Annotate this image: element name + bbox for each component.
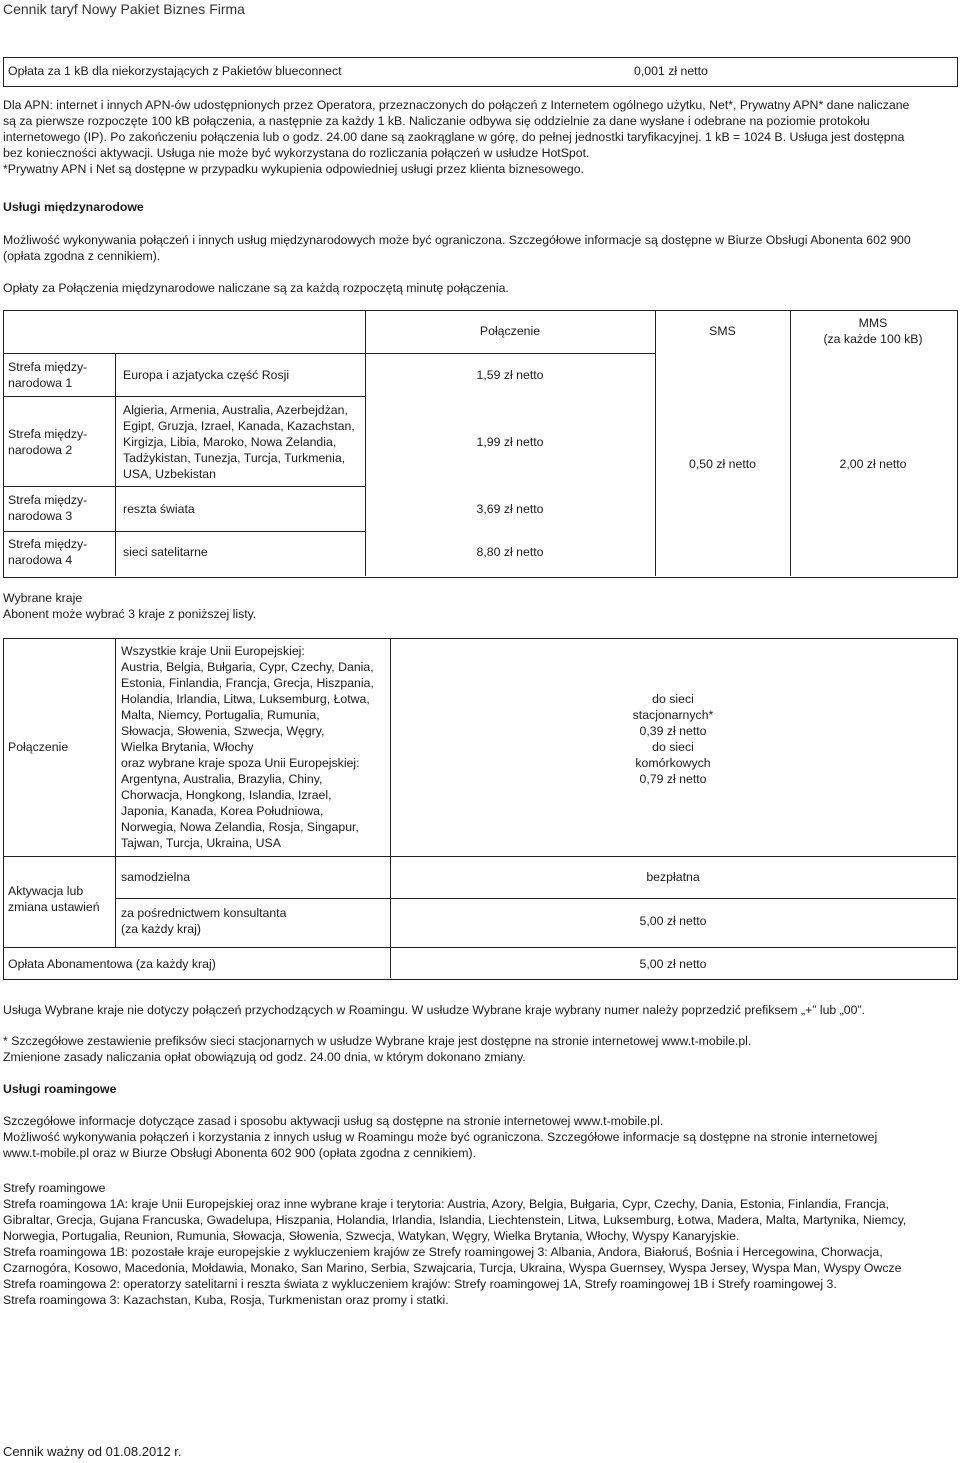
- country-line: oraz wybrane kraje spoza Unii Europejskiej:: [121, 756, 360, 770]
- col-header-mms-line: MMS: [858, 316, 888, 330]
- row2-label-line: Aktywacja lub: [8, 884, 84, 898]
- apn-note-line: są za pierwsze rozpoczęte 100 kB połączenia, a następnie za każdy 1 kB. Naliczanie odbywa się oddzielnie za dane wysłane i odebrane na poziomie protokołu: [3, 114, 870, 128]
- chosen-row2b-desc: [121, 905, 286, 937]
- roaming-heading: Usługi roamingowe: [3, 1082, 117, 1096]
- roaming-zones: [3, 1196, 958, 1308]
- country-line: Malta, Niemcy, Portugalia, Rumunia,: [121, 708, 320, 722]
- chosen-row1-countries: [121, 643, 374, 851]
- zone-label-line: narodowa 2: [8, 443, 73, 457]
- zone-countries-line: sieci satelitarne: [123, 545, 208, 559]
- roaming-para-line: www.t-mobile.pl oraz w Biurze Obsługi Abonenta 602 900 (opłata zgodna z cennikiem).: [3, 1146, 477, 1160]
- apn-note: [3, 97, 958, 177]
- zone-label: [8, 359, 87, 391]
- chosen-row2a-price: bezpłatna: [646, 870, 700, 884]
- chosen-note1-line: Usługa Wybrane kraje nie dotyczy połączeń przychodzących w Roamingu. W usłudze Wybrane kraje wybrany numer należy poprzedzić prefiksem „+” lub „00”.: [3, 1003, 865, 1017]
- zone-countries-line: Algieria, Armenia, Australia, Azerbejdżan,: [123, 403, 348, 417]
- country-line: Estonia, Finlandia, Francja, Grecja, Hiszpania,: [121, 676, 374, 690]
- chosen-row2b-price: 5,00 zł netto: [639, 914, 707, 928]
- zone-price: 8,80 zł netto: [476, 545, 544, 559]
- country-line: Tajwan, Turcja, Ukraina, USA: [121, 836, 281, 850]
- price-line: do sieci: [652, 740, 694, 754]
- chosen-row3-price: 5,00 zł netto: [639, 957, 707, 971]
- zone-label-line: narodowa 1: [8, 376, 73, 390]
- chosen-row2a-desc: samodzielna: [121, 870, 191, 884]
- zone-countries: [123, 402, 355, 482]
- roaming-para-line: Możliwość wykonywania połączeń i korzystania z innych usług w Roamingu może być ograniczona. Szczegółowe informacje są dostępne na stronie internetowej: [3, 1130, 878, 1144]
- roaming-zone-line: Czarnogóra, Kosowo, Macedonia, Mołdawia, Monako, San Marino, Serbia, Szwajcaria, Turcja, Ukraina, Wyspa Guernsey, Wyspa Jersey, Wyspa Man, Wyspy Owcze: [3, 1261, 902, 1275]
- chosen-row1-price: [390, 691, 956, 787]
- chosen-note1: [3, 1002, 958, 1018]
- chosen-note2-line: * Szczegółowe zestawienie prefiksów sieci stacjonarnych w usłudze Wybrane kraje jest dostępne na stronie internetowej www.t-mobile.pl.: [3, 1034, 752, 1048]
- zone-label-line: Strefa między-: [8, 360, 88, 374]
- row2-label-line: zmiana ustawień: [8, 900, 100, 914]
- apn-note-line: internetowego (IP). Po zakończeniu połączenia lub o godz. 24.00 dane są zaokrąglane w górę, do pełnej jednostki taryfikacyjnej. 1 kB = 1024 B. Usługa jest dostępna: [3, 130, 905, 144]
- col-header-sms: SMS: [709, 324, 736, 338]
- international-para1: [3, 232, 958, 264]
- roaming-zone-line: Strefa roamingowa 1B: pozostałe kraje europejskie z wykluczeniem krajów ze Strefy roamingowej 3: Albania, Andora, Białoruś, Bośnia i Hercegowina, Chorwacja,: [3, 1245, 883, 1259]
- price-line: 0,39 zł netto: [639, 724, 707, 738]
- roaming-zone-line: Gibraltar, Grecja, Gujana Francuska, Gwadelupa, Hiszpania, Holandia, Irlandia, Islandia, Liechtenstein, Litwa, Luksemburg, Łotwa, Madera, Malta, Martynika, Niemcy,: [3, 1213, 907, 1227]
- footer-validity: Cennik ważny od 01.08.2012 r.: [3, 1444, 182, 1459]
- col-header-mms: [790, 315, 956, 347]
- row2b-desc-line: (za każdy kraj): [121, 922, 201, 936]
- chosen-note2-line: Zmienione zasady naliczania opłat obowiązują od godz. 24.00 dnia, w którym dokonano zmiany.: [3, 1050, 526, 1064]
- international-para2: Opłaty za Połączenia międzynarodowe naliczane są za każdą rozpoczętą minutę połączenia.: [3, 281, 509, 295]
- zone-countries-line: Kirgizja, Libia, Maroko, Nowa Zelandia,: [123, 435, 337, 449]
- international-heading: Usługi międzynarodowe: [3, 200, 144, 214]
- zone-label-line: Strefa między-: [8, 537, 88, 551]
- price-line: 0,79 zł netto: [639, 772, 707, 786]
- chosen-row1-label: Połączenie: [8, 740, 69, 754]
- country-line: Holandia, Irlandia, Litwa, Luksemburg, Łotwa,: [121, 692, 370, 706]
- zone-label: [8, 536, 87, 568]
- apn-note-line: Dla APN: internet i innych APN-ów udostępnionych przez Operatora, przeznaczonych do połączeń z Internetem ogólnego użytku, Net*, Prywatny APN* dane naliczane: [3, 98, 910, 112]
- roaming-zone-line: Strefa roamingowa 3: Kazachstan, Kuba, Rosja, Turkmenistan oraz promy i statki.: [3, 1293, 449, 1307]
- zone-label-line: Strefa między-: [8, 493, 88, 507]
- chosen-note2: [3, 1033, 958, 1065]
- country-line: Argentyna, Australia, Brazylia, Chiny,: [121, 772, 323, 786]
- price-line: do sieci: [652, 692, 694, 706]
- zone-label-line: narodowa 3: [8, 509, 73, 523]
- apn-note-line: bez konieczności aktywacji. Usługa nie może być wykorzystana do rozliczania połączeń w usłudze HotSpot.: [3, 146, 590, 160]
- zone-price: 1,99 zł netto: [476, 435, 544, 449]
- chosen-heading: Wybrane kraje: [3, 591, 83, 605]
- zone-countries-line: USA, Uzbekistan: [123, 467, 216, 481]
- international-para1-line: (opłata zgodna z cennikiem).: [3, 249, 161, 263]
- country-line: Chorwacja, Hongkong, Islandia, Izrael,: [121, 788, 332, 802]
- roaming-zone-line: Norwegia, Portugalia, Reunion, Rumunia, Słowacja, Słowenia, Szwecja, Watykan, Węgry, Wielka Brytania, Włochy, Wyspy Kanaryjskie.: [3, 1229, 740, 1243]
- zone-countries: [123, 501, 195, 517]
- chosen-row3-label: Opłata Abonamentowa (za każdy kraj): [8, 957, 216, 971]
- col-header-mms-line: (za każde 100 kB): [823, 332, 923, 346]
- country-line: Wielka Brytania, Włochy: [121, 740, 254, 754]
- roaming-para: [3, 1113, 958, 1161]
- zone-label: [8, 492, 87, 524]
- zone-label: [8, 426, 87, 458]
- zone-countries-line: Tadżykistan, Tunezja, Turcja, Turkmenia,: [123, 451, 346, 465]
- chosen-subheading: Abonent może wybrać 3 kraje z poniższej listy.: [3, 607, 257, 621]
- col-header-call: Połączenie: [479, 324, 541, 338]
- country-line: Norwegia, Nowa Zelandia, Rosja, Singapur,: [121, 820, 359, 834]
- zone-countries: [123, 367, 289, 383]
- apn-note-line: *Prywatny APN i Net są dostępne w przypadku wykupienia odpowiedniej usługi przez klienta biznesowego.: [3, 162, 585, 176]
- zone-price: 1,59 zł netto: [476, 368, 544, 382]
- zone-price: 3,69 zł netto: [476, 502, 544, 516]
- price-line: komórkowych: [635, 756, 711, 770]
- international-para1-line: Możliwość wykonywania połączeń i innych usług międzynarodowych może być ograniczona. Szczegółowe informacje są dostępne w Biurze Obsługi Abonenta 602 900: [3, 233, 911, 247]
- zone-countries-line: Egipt, Gruzja, Izrael, Kanada, Kazachstan,: [123, 419, 355, 433]
- mms-price: 2,00 zł netto: [839, 457, 907, 471]
- country-line: Austria, Belgia, Bułgaria, Cypr, Czechy, Dania,: [121, 660, 374, 674]
- chosen-row2-label: [8, 883, 100, 915]
- country-line: Słowacja, Słowenia, Szwecja, Węgry,: [121, 724, 325, 738]
- zone-label-line: Strefa między-: [8, 427, 88, 441]
- zone-countries-line: reszta świata: [123, 502, 195, 516]
- country-line: Wszystkie kraje Unii Europejskiej:: [121, 644, 305, 658]
- country-line: Japonia, Kanada, Korea Południowa,: [121, 804, 324, 818]
- page-title: Cennik taryf Nowy Pakiet Biznes Firma: [3, 1, 245, 17]
- blueconnect-label: Opłata za 1 kB dla niekorzystających z Pakietów blueconnect: [8, 64, 342, 78]
- roaming-zone-line: Strefa roamingowa 2: operatorzy satelitarni i reszta świata z wykluczeniem krajów: Strefy roamingowej 1A, Strefy roamingowej 1B i Strefy roamingowej 3.: [3, 1277, 837, 1291]
- blueconnect-price: 0,001 zł netto: [634, 64, 708, 78]
- roaming-zone-line: Strefa roamingowa 1A: kraje Unii Europejskiej oraz inne wybrane kraje i terytoria: Austria, Azory, Belgia, Bułgaria, Cypr, Czechy, Dania, Estonia, Finlandia, Francja,: [3, 1197, 890, 1211]
- price-line: stacjonarnych*: [632, 708, 714, 722]
- zone-countries-line: Europa i azjatycka część Rosji: [123, 368, 290, 382]
- zone-label-line: narodowa 4: [8, 553, 73, 567]
- zone-countries: [123, 544, 208, 560]
- roaming-zones-heading: Strefy roamingowe: [3, 1181, 106, 1195]
- sms-price: 0,50 zł netto: [689, 457, 756, 471]
- row2b-desc-line: za pośrednictwem konsultanta: [121, 906, 287, 920]
- roaming-para-line: Szczegółowe informacje dotyczące zasad i sposobu aktywacji usług są dostępne na stronie internetowej www.t-mobile.pl.: [3, 1114, 664, 1128]
